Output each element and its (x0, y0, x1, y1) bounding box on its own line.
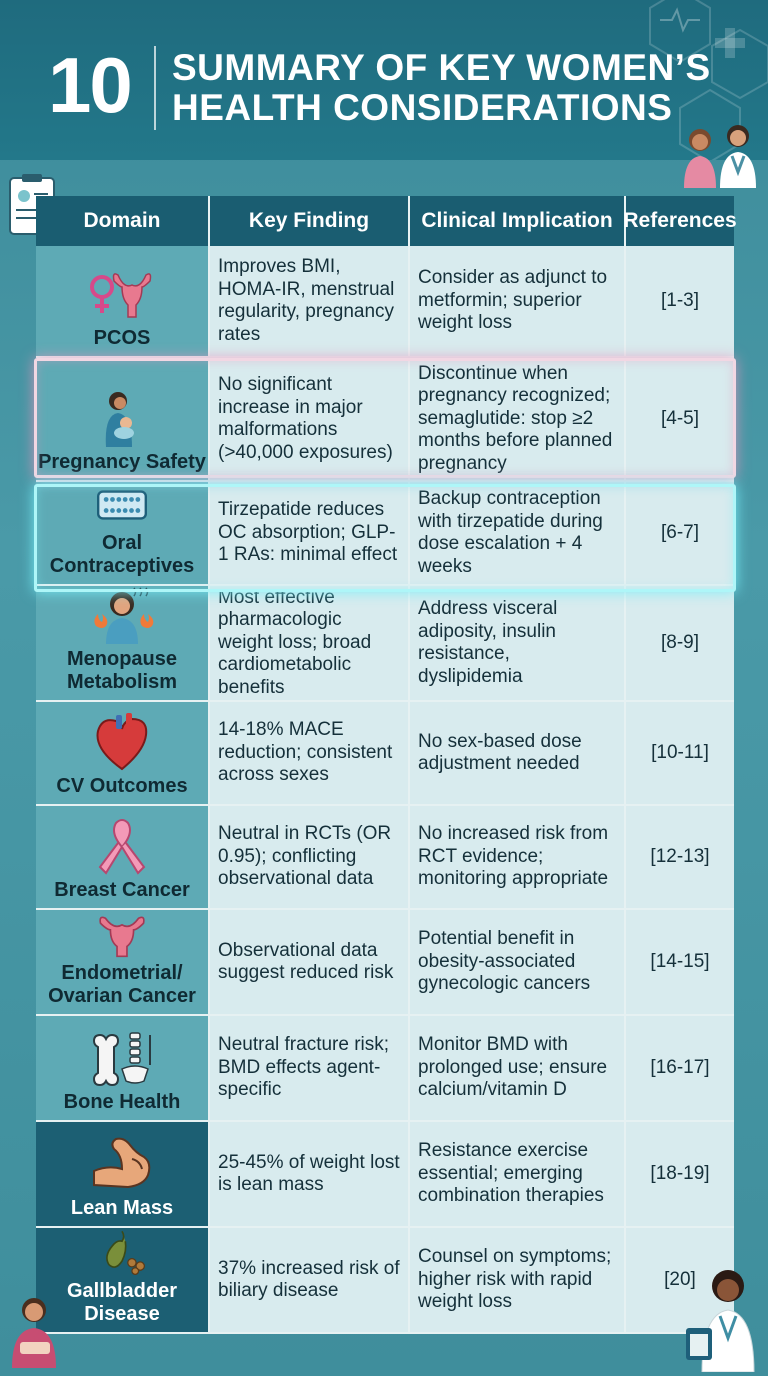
domain-cell (36, 1122, 210, 1226)
domain-label: Bone Health (63, 1091, 181, 1113)
table-row (36, 1016, 734, 1122)
clinical-implication-cell: Resistance exercise essential; emerging combination therapies (410, 1122, 626, 1226)
female-symbol-uterus-icon (88, 265, 156, 323)
domain-label: Gallbladder Disease (66, 1280, 178, 1325)
heart-icon (88, 713, 156, 771)
column-header-domain: Domain (36, 196, 210, 246)
flexed-arm-icon (88, 1135, 156, 1193)
clinical-implication-cell: No increased risk from RCT evidence; monitoring appropriate (410, 806, 626, 908)
key-finding-cell: 14-18% MACE reduction; consistent across sexes (210, 702, 410, 804)
clinical-implication-cell: No sex-based dose adjustment needed (410, 702, 626, 804)
clinical-implication-cell: Monitor BMD with prolonged use; ensure calcium/vitamin D (410, 1016, 626, 1120)
clinical-implication-cell: Discontinue when pregnancy recognized; semaglutide: stop ≥2 months before planned pregnancy (410, 358, 626, 480)
table-row (36, 910, 734, 1016)
domain-cell (36, 246, 210, 356)
pill-pack-icon (88, 482, 156, 528)
page-title: SUMMARY OF KEY WOMEN’S HEALTH CONSIDERATIONS (172, 47, 711, 128)
table-row (36, 482, 734, 586)
table-header (36, 196, 737, 246)
domain-label: Pregnancy Safety (38, 451, 206, 473)
domain-cell (36, 482, 210, 584)
references-cell: [18-19] (626, 1122, 734, 1226)
clinical-implication-cell: Backup contraception with tirzepatide during dose escalation + 4 weeks (410, 482, 626, 584)
references-cell: [4-5] (626, 358, 734, 480)
header-banner (0, 0, 768, 160)
woman-patient-icon (6, 1292, 64, 1368)
references-cell: [1-3] (626, 246, 734, 356)
references-cell: [20] (626, 1228, 734, 1332)
mother-baby-icon (88, 389, 156, 447)
pink-ribbon-icon (88, 817, 156, 875)
doctor-clipboard-icon (682, 1264, 766, 1372)
key-finding-cell: Most effective pharmacologic weight loss; broad cardiometabolic benefits (210, 586, 410, 700)
references-cell: [8-9] (626, 586, 734, 700)
table-row (36, 1228, 734, 1334)
domain-label: PCOS (93, 327, 151, 349)
domain-cell (36, 586, 210, 700)
table-row (36, 1122, 734, 1228)
column-header-key-finding: Key Finding (210, 196, 410, 246)
domain-cell (36, 806, 210, 908)
references-cell: [14-15] (626, 910, 734, 1014)
clinical-implication-cell: Address visceral adiposity, insulin resistance, dyslipidemia (410, 586, 626, 700)
key-finding-cell: 25-45% of weight lost is lean mass (210, 1122, 410, 1226)
key-finding-cell: Tirzepatide reduces OC absorption; GLP-1 RAs: minimal effect (210, 482, 410, 584)
bone-spine-icon (88, 1029, 156, 1087)
doctor-patient-icon (676, 116, 764, 188)
table-row (36, 246, 734, 358)
table-body (36, 246, 734, 1334)
clinical-implication-cell: Counsel on symptoms; higher risk with rapid weight loss (410, 1228, 626, 1332)
woman-hot-flash-icon (88, 586, 156, 644)
domain-label: Lean Mass (70, 1197, 174, 1219)
column-header-references: References (623, 209, 737, 232)
column-header-clinical-implication: Clinical Implication (410, 196, 626, 246)
domain-label: Menopause Metabolism (66, 648, 178, 693)
domain-label: Breast Cancer (54, 879, 190, 901)
table-row (36, 586, 734, 702)
domain-label: Oral Contraceptives (49, 532, 195, 577)
domain-label: CV Outcomes (56, 775, 188, 797)
key-finding-cell: 37% increased risk of biliary disease (210, 1228, 410, 1332)
references-cell: [16-17] (626, 1016, 734, 1120)
domain-cell (36, 358, 210, 480)
references-cell: [6-7] (626, 482, 734, 584)
key-finding-cell: Neutral in RCTs (OR 0.95); conflicting observational data (210, 806, 410, 908)
clinical-implication-cell: Potential benefit in obesity-associated gynecologic cancers (410, 910, 626, 1014)
references-cell: [10-11] (626, 702, 734, 804)
key-finding-cell: Improves BMI, HOMA-IR, menstrual regularity, pregnancy rates (210, 246, 410, 356)
key-finding-cell: Observational data suggest reduced risk (210, 910, 410, 1014)
references-cell: [12-13] (626, 806, 734, 908)
key-finding-cell: No significant increase in major malformations (>40,000 exposures) (210, 358, 410, 480)
domain-label: Endometrial/ Ovarian Cancer (48, 962, 196, 1007)
table-row (36, 702, 734, 806)
domain-cell (36, 702, 210, 804)
slide-number: 10 (48, 41, 131, 129)
gallbladder-stones-icon (88, 1228, 156, 1276)
clinical-implication-cell: Consider as adjunct to metformin; superior weight loss (410, 246, 626, 356)
table-row (36, 358, 734, 482)
domain-cell (36, 1016, 210, 1120)
table-row (36, 806, 734, 910)
key-finding-cell: Neutral fracture risk; BMD effects agent-specific (210, 1016, 410, 1120)
domain-cell (36, 910, 210, 1014)
header-divider (154, 46, 156, 130)
uterus-icon (88, 910, 156, 958)
